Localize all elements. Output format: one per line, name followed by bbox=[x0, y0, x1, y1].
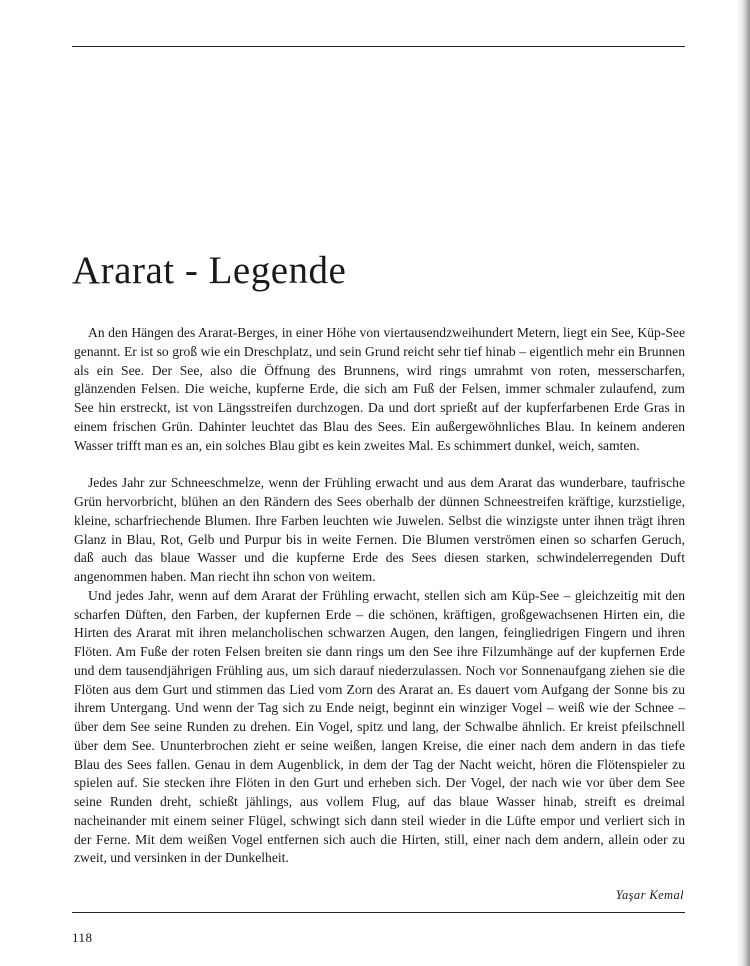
page-binding-edge bbox=[736, 0, 750, 966]
article-body bbox=[74, 324, 685, 868]
paragraph: Jedes Jahr zur Schneeschmelze, wenn der Frühling erwacht und aus dem Ararat das wunderbare, taufrische Grün hervorbricht, blühen an den Rändern des Sees oberhalb der dünnen Schneestreifen kräftige, kurzstielige, kleine, scharfriechende Blumen. Ihre Farben leuchten wie Juwelen. Selbst die winzigste unter ihnen trägt ihren Glanz in Blau, Rot, Gelb und Purpur bis in weite Fernen. Die Blumen verströmen einen so scharfen Geruch, daß auch das blaue Wasser und die kupferne Erde des Sees diesen starken, schwindelerregenden Duft angenommen haben. Man riecht ihn schon von weitem. bbox=[74, 475, 685, 584]
page-number: 118 bbox=[72, 930, 93, 945]
bottom-rule bbox=[72, 912, 685, 913]
article-title: Ararat - Legende bbox=[72, 249, 347, 292]
top-rule bbox=[72, 46, 685, 47]
paragraph: Und jedes Jahr, wenn auf dem Ararat der Frühling erwacht, stellen sich am Küp-See – gleichzeitig mit den scharfen Düften, den Farben, der kupfernen Erde – die schönen, kräftigen, großgewachsenen Hirten ein, die Hirten des Ararat mit ihren melancholischen schwarzen Augen, den langen, feingliedrigen Fingern und ihren Flöten. Am Fuße der roten Felsen breiten sie dann rings um den See ihre Filzumhänge auf der kupfernen Erde und dem tausendjährigen Frühling aus, um sich darauf niederzulassen. Noch vor Sonnenaufgang ziehen sie die Flöten aus dem Gurt und stimmen das Lied vom Zorn des Ararat an. Es dauert vom Aufgang der Sonne bis zu ihrem Untergang. Und wenn der Tag sich zu Ende neigt, beginnt ein winziger Vogel – weiß wie der Schnee – über dem See seine Runden zu drehen. Ein Vogel, spitz und lang, der Schwalbe ähnlich. Er kreist pfeilschnell über dem See. Ununterbrochen zieht er seine weißen, langen Kreise, die einer nach dem andern in das tiefe Blau des Sees fallen. Genau in dem Augenblick, in dem der Tag der Nacht weicht, hören die Flötenspieler zu spielen auf. Sie stecken ihre Flöten in den Gurt und erheben sich. Der Vogel, der nach wie vor über dem See seine Runden dreht, schießt jählings, aus vollem Flug, auf das blaue Wasser hinab, streift es dreimal nacheinander mit einem seiner Flügel, schwingt sich dann steil wieder in die Lüfte empor und verliert sich in der Ferne. Mit dem weißen Vogel entfernen sich auch die Hirten, still, einer nach dem andern, allein oder zu zweit, und versinken in der Dunkelheit. bbox=[74, 587, 685, 866]
author-signature: Yaşar Kemal bbox=[615, 888, 684, 902]
paragraph: An den Hängen des Ararat-Berges, in einer Höhe von viertausendzweihundert Metern, liegt ein See, Küp-See genannt. Er ist so groß wie ein Dreschplatz, und sein Grund reicht sehr tief hinab – eigentlich mehr ein Brunnen als ein See. Der See, also die Öffnung des Brunnens, wird rings umrahmt von roten, messerscharfen, glänzenden Felsen. Die weiche, kupferne Erde, die sich am Fuß der Felsen, immer schmaler zulaufend, zum See hin erstreckt, ist von Längsstreifen durchzogen. Da und dort sprießt auf der kupferfarbenen Erde Gras in einem frischen Grün. Dahinter leuchtet das Blau des Sees. Ein außergewöhnliches Blau. In keinem anderen Wasser trifft man es an, ein solches Blau gibt es kein zweites Mal. Es schimmert dunkel, weich, samten. bbox=[74, 325, 685, 453]
